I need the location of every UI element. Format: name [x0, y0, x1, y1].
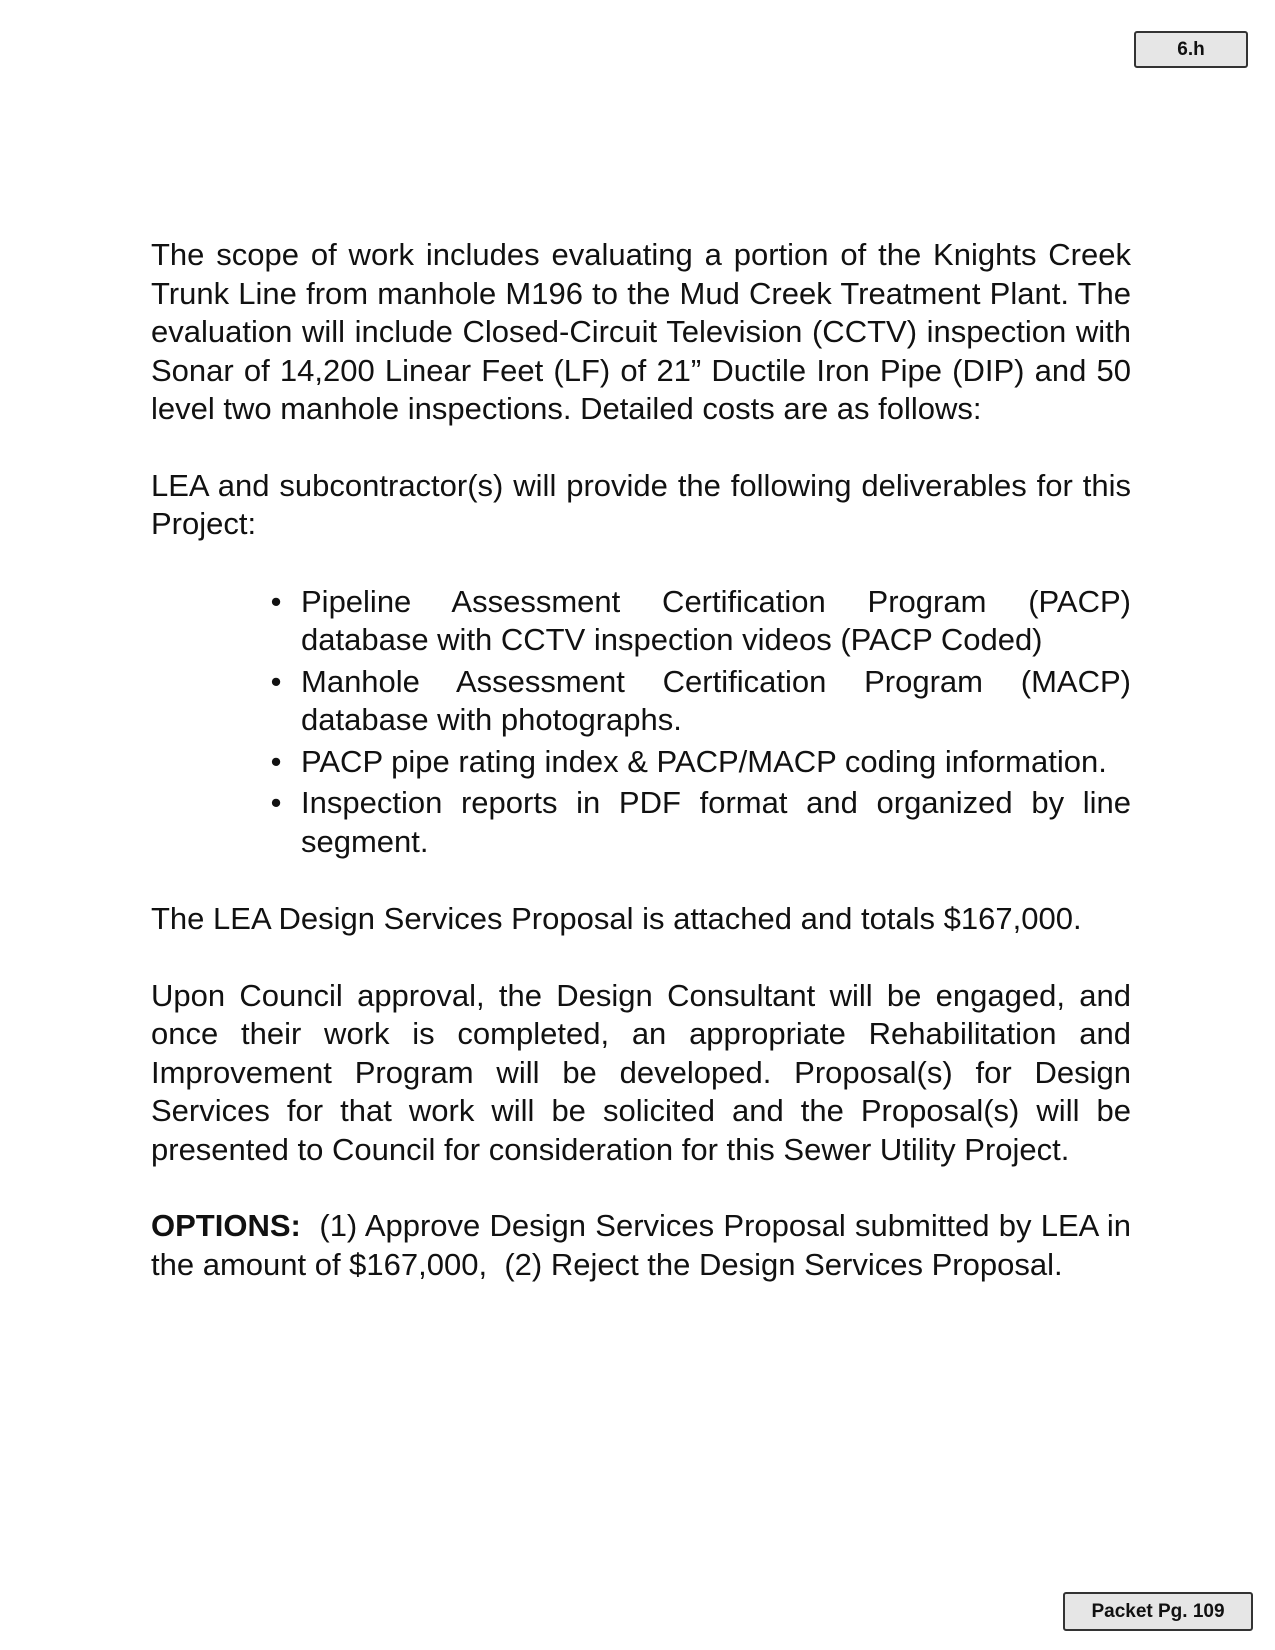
- bullet-icon: •: [270, 785, 282, 820]
- deliverable-text: PACP pipe rating index & PACP/MACP coding information.: [301, 743, 1107, 779]
- document-body: [151, 236, 1140, 1284]
- deliverable-text: Inspection reports in PDF format and organized by line segment.: [301, 785, 1131, 859]
- deliverable-text: Manhole Assessment Certification Program (MACP) database with photographs.: [301, 663, 1131, 737]
- proposal-total-paragraph: The LEA Design Services Proposal is attached and totals $167,000.: [151, 901, 1082, 936]
- list-item: [270, 663, 1131, 740]
- deliverable-text: Pipeline Assessment Certification Program (PACP) database with CCTV inspection videos (PACP Coded): [301, 583, 1131, 657]
- list-item: [270, 784, 1131, 861]
- scope-paragraph: The scope of work includes evaluating a portion of the Knights Creek Trunk Line from manhole M196 to the Mud Creek Treatment Plant. The evaluation will include Closed-Circuit Television (CCTV) inspection with Sonar of 14,200 Linear Feet (LF) of 21” Ductile Iron Pipe (DIP) and 50 level two manhole inspections. Detailed costs are as follows:: [151, 237, 1131, 426]
- agenda-item-tag: 6.h: [1134, 31, 1248, 68]
- options-paragraph: [151, 1207, 1140, 1284]
- bullet-icon: •: [270, 583, 282, 619]
- options-text: (1) Approve Design Services Proposal submitted by LEA in the amount of $167,000, (2) Reject the Design Services Proposal.: [151, 1208, 1140, 1282]
- options-label: OPTIONS:: [151, 1208, 301, 1243]
- council-approval-paragraph: Upon Council approval, the Design Consultant will be engaged, and once their work is completed, an appropriate Rehabilitation and Improvement Program will be developed. Proposal(s) for Design Services for that work will be solicited and the Proposal(s) will be presented to Council for consideration for this Sewer Utility Project.: [151, 977, 1131, 1167]
- list-item: [270, 743, 1131, 782]
- bullet-icon: •: [270, 663, 282, 699]
- packet-page-tag: Packet Pg. 109: [1063, 1592, 1253, 1631]
- bullet-icon: •: [270, 743, 282, 779]
- deliverables-intro-paragraph: LEA and subcontractor(s) will provide the following deliverables for this Project:: [151, 467, 1131, 541]
- deliverables-list: [151, 583, 1131, 862]
- list-item: [270, 583, 1131, 660]
